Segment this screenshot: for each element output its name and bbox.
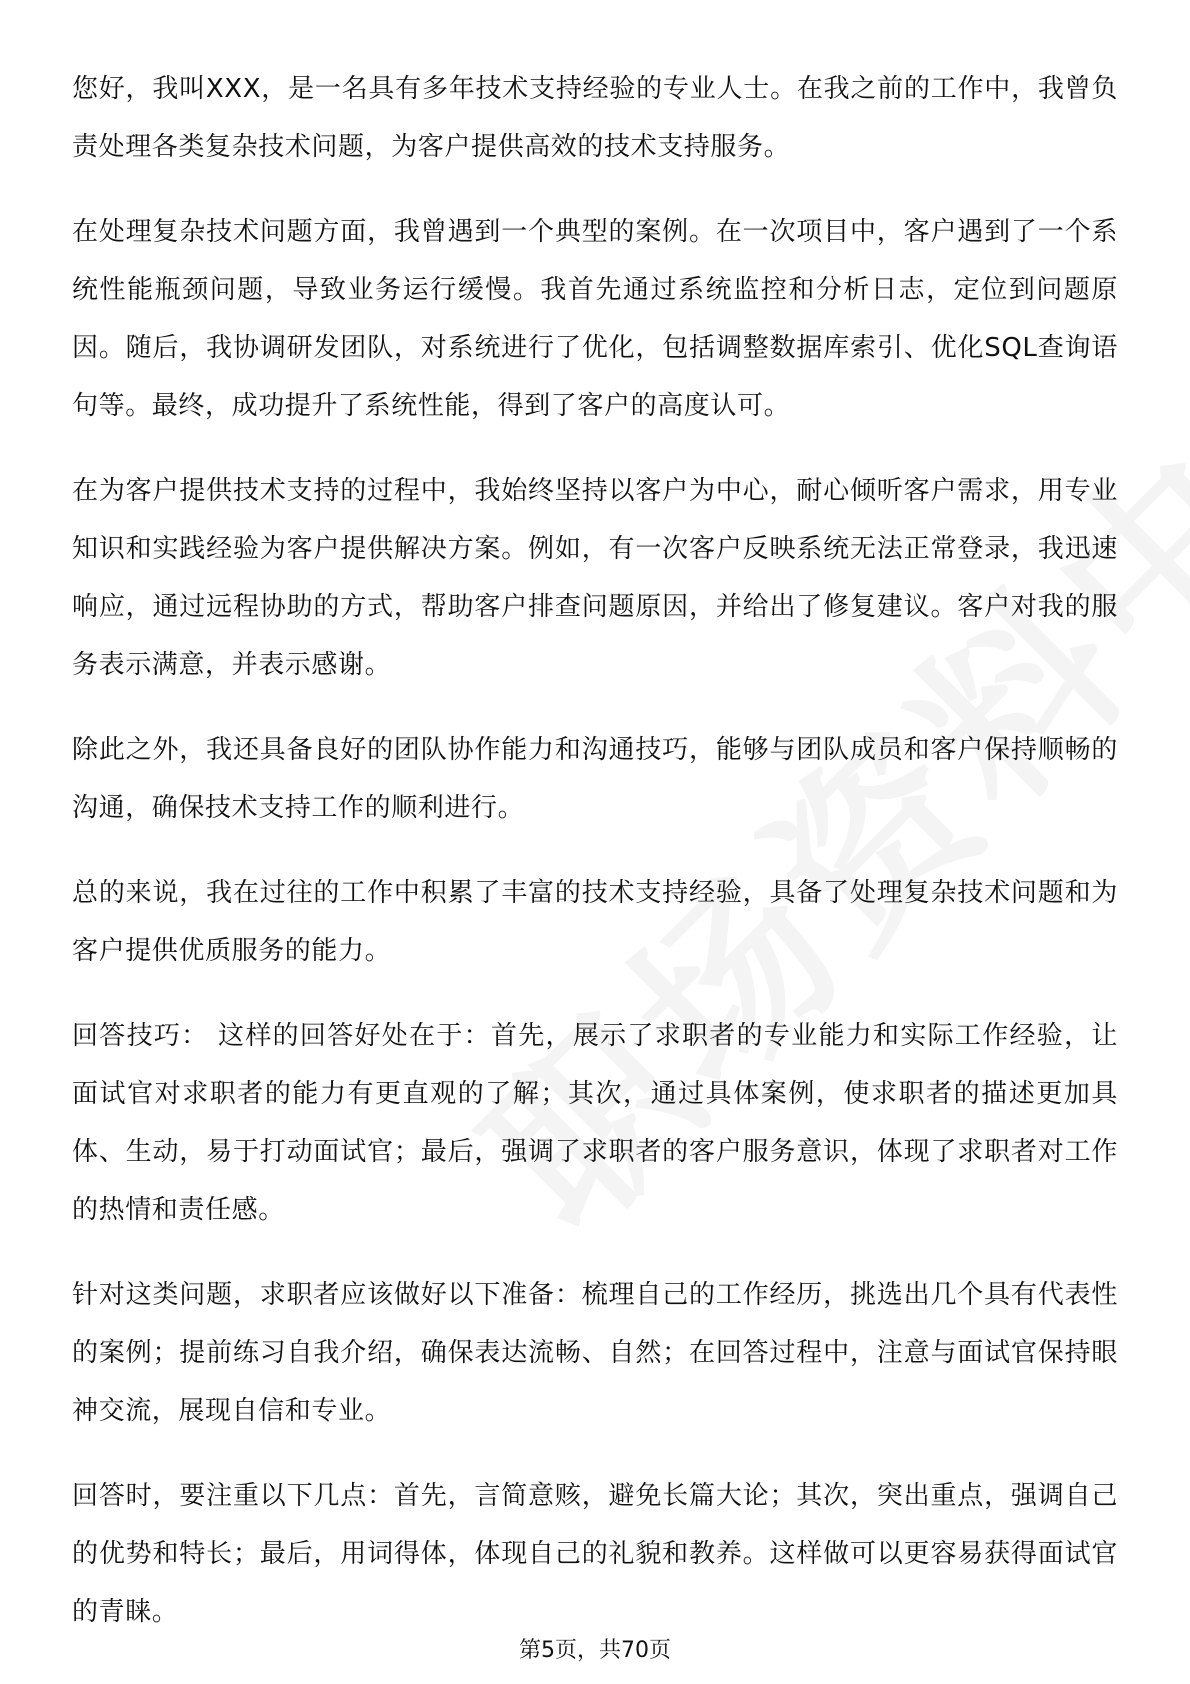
paragraph-intro: 您好，我叫XXX，是一名具有多年技术支持经验的专业人士。在我之前的工作中，我曾负责处理各类复杂技术问题，为客户提供高效的技术支持服务。 [72,74,1118,162]
paragraph-answer-tips: 回答技巧： 这样的回答好处在于：首先，展示了求职者的专业能力和实际工作经验，让面试官对求职者的能力有更直观的了解；其次，通过具体案例，使求职者的描述更加具体、生动，易于打动面试官；最后，强调了求职者的客户服务意识，体现了求职者对工作的热情和责任感。 [72,1021,1118,1225]
paragraph-case: 在处理复杂技术问题方面，我曾遇到一个典型的案例。在一次项目中，客户遇到了一个系统性能瓶颈问题，导致业务运行缓慢。我首先通过系统监控和分析日志，定位到问题原因。随后，我协调研发团队，对系统进行了优化，包括调整数据库索引、优化SQL查询语句等。最终，成功提升了系统性能，得到了客户的高度认可。 [72,217,1118,421]
paragraph-summary: 总的来说，我在过往的工作中积累了丰富的技术支持经验，具备了处理复杂技术问题和为客户提供优质服务的能力。 [72,878,1118,966]
document-body [72,60,1118,1668]
paragraph-teamwork: 除此之外，我还具备良好的团队协作能力和沟通技巧，能够与团队成员和客户保持顺畅的沟通，确保技术支持工作的顺利进行。 [72,735,1118,823]
page-number: 第5页，共70页 [519,1638,671,1663]
paragraph-key-points: 回答时，要注重以下几点：首先，言简意赅，避免长篇大论；其次，突出重点，强调自己的优势和特长；最后，用词得体，体现自己的礼貌和教养。这样做可以更容易获得面试官的青睐。 [72,1481,1118,1627]
paragraph-preparation: 针对这类问题，求职者应该做好以下准备：梳理自己的工作经历，挑选出几个具有代表性的案例；提前练习自我介绍，确保表达流畅、自然；在回答过程中，注意与面试官保持眼神交流，展现自信和专业。 [72,1280,1118,1426]
paragraph-customer-support: 在为客户提供技术支持的过程中，我始终坚持以客户为中心，耐心倾听客户需求，用专业知识和实践经验为客户提供解决方案。例如，有一次客户反映系统无法正常登录，我迅速响应，通过远程协助的方式，帮助客户排查问题原因，并给出了修复建议。客户对我的服务表示满意，并表示感谢。 [72,476,1118,680]
